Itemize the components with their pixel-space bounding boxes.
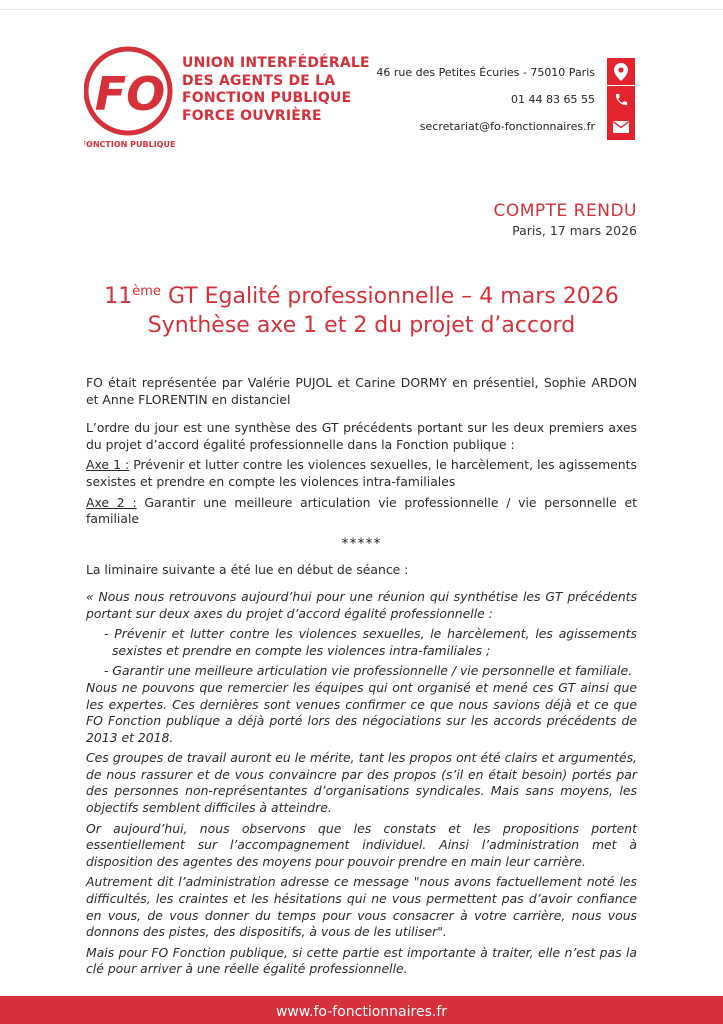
quote-paragraph: « Nous nous retrouvons aujourd’hui pour une réunion qui synthétise les GT précédents portant sur deux axes du projet d’accord égalité professionnelle : xyxy=(86,588,637,621)
liminaire-intro: La liminaire suivante a été lue en début de séance : xyxy=(86,562,409,578)
quote-paragraph: Autrement dit l’administration adresse ce message "nous avons factuellement noté les difficultés, les craintes et les hésitations qui ne vous permettent pas d’avoir confiance en vous, de vous donner du temps pour vous consacrer à votre carrière, nous vous donnons des pistes, des dispositifs, à vous de les utiliser". xyxy=(86,874,637,940)
org-line-4: FORCE OUVRIÈRE xyxy=(182,107,322,124)
fo-logo xyxy=(84,46,176,150)
contact-phone[interactable]: 01 44 83 65 55 xyxy=(511,93,595,106)
org-line-3: FONCTION PUBLIQUE xyxy=(182,90,352,106)
quote-list-item: - Garantir une meilleure articulation vie professionnelle / vie personnelle et familiale. xyxy=(104,663,633,679)
title-superscript: ème xyxy=(132,284,161,299)
top-border xyxy=(0,9,723,10)
axe-2-label: Axe 2 : xyxy=(86,494,137,510)
title-number: 11 xyxy=(104,284,133,309)
footer-website-link[interactable]: www.fo-fonctionnaires.fr xyxy=(275,1004,448,1020)
agenda-paragraph: L’ordre du jour est une synthèse des GT précédents portant sur les deux premiers axes du projet d’accord égalité professionnelle dans la Fonction publique : xyxy=(86,420,637,452)
contact-email[interactable]: secretariat@fo-fonctionnaires.fr xyxy=(419,120,595,133)
quote-paragraph: Nous ne pouvons que remercier les équipes qui ont organisé et mené ces GT ainsi que les expertes. Ces dernières sont venues confirmer ce que nous savions déjà et ce que FO Fonction publique a déjà porté lors des négociations sur les accords précédents de 2013 et 2018. xyxy=(86,679,637,745)
document-body xyxy=(86,375,637,978)
quote-paragraph: Or aujourd’hui, nous observons que les constats et les propositions portent essentiellement sur l’accompagnement individuel. Ainsi l’administration met à disposition des agentes des moyens pour pouvoir prendre en main leur carrière. xyxy=(86,820,637,869)
document-title-line-1 xyxy=(0,284,723,309)
mail-icon xyxy=(607,113,635,140)
axe-2 xyxy=(86,495,637,528)
title-rest: GT Egalité professionnelle – 4 mars 2026 xyxy=(160,284,619,309)
org-line-1: UNION INTERFÉDÉRALE xyxy=(182,55,370,71)
report-date: Paris, 17 mars 2026 xyxy=(512,223,637,238)
axe-2-text: Garantir une meilleure articulation vie professionnelle / vie personnelle et familiale xyxy=(86,494,637,527)
quote-list-item: - Prévenir et lutter contre les violences sexuelles, le harcèlement, les agissements sexistes et prendre en compte les violences intra-familiales ; xyxy=(104,626,637,658)
liminaire-quote xyxy=(86,589,637,978)
quote-paragraph: Ces groupes de travail auront eu le mérite, tant les propos ont été clairs et argumentés, de nous rassurer et de vous convaincre par des propos (s’il en était besoin) portés par des personnes non-représentantes d’organisations syndicales. Mais sans moyens, les objectifs semblent difficiles à atteindre. xyxy=(86,750,637,816)
axe-1-label: Axe 1 : xyxy=(86,457,130,473)
document-title-line-2: Synthèse axe 1 et 2 du projet d’accord xyxy=(147,313,576,338)
org-line-2: DES AGENTS DE LA xyxy=(182,72,336,89)
location-pin-icon xyxy=(607,58,635,85)
phone-icon xyxy=(607,86,635,113)
representation-paragraph: FO était représentée par Valérie PUJOL et Carine DORMY en présentiel, Sophie ARDON et Anne FLORENTIN en distanciel xyxy=(86,375,637,407)
axe-1-text: Prévenir et lutter contre les violences sexuelles, le harcèlement, les agissements sexistes et prendre en compte les violences intra-familiales xyxy=(86,457,637,489)
axe-1 xyxy=(86,457,637,490)
logo-caption: FONCTION PUBLIQUE xyxy=(84,140,176,149)
organization-name xyxy=(182,55,370,125)
separator: ***** xyxy=(341,535,382,552)
report-type: COMPTE RENDU xyxy=(493,201,637,221)
logo-mark: FO xyxy=(94,67,166,121)
contact-address: 46 rue des Petites Écuries - 75010 Paris xyxy=(376,66,595,79)
quote-paragraph: Mais pour FO Fonction publique, si cette partie est importante à traiter, elle n’est pas la clé pour arriver à une réelle égalité professionnelle. xyxy=(86,944,637,977)
